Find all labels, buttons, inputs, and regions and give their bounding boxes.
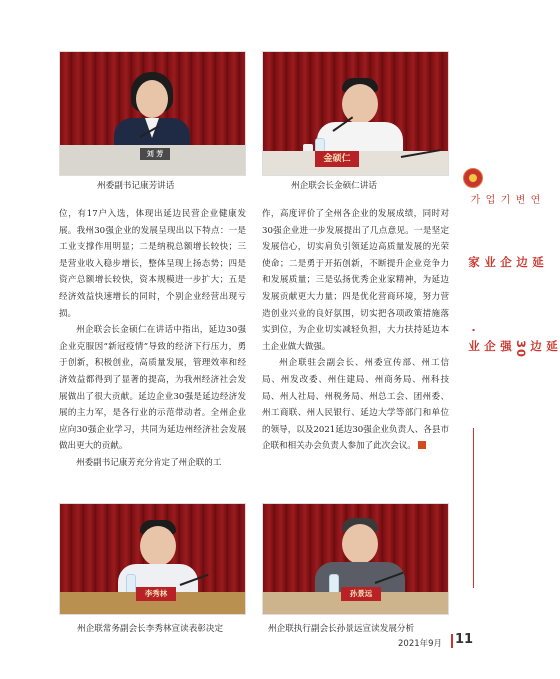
photo-caption: 州企联会长金硕仁讲话 xyxy=(291,181,377,191)
photo-caption: 州委副书记康芳讲话 xyxy=(97,181,175,191)
nameplate: 金硕仁 xyxy=(315,151,359,167)
paragraph: 州企联会长金硕仁在讲话中指出，延边30强企业克服因“新冠疫情”导致的经济下行压力，勇于创新，积极创业，高质量发展，管理效率和经济效益都得到了显著的提高，为我州经济社会发展做出了很大贡献。延边企业30强是延边经济发展的主力军，是各行业的示范带动者。全州企业应向30强企业学习，共同为延边州经济社会发展做出更大的贡献。 xyxy=(59,325,246,452)
photo-bottom-left xyxy=(59,503,246,615)
issue-date: 2021年9月 xyxy=(398,639,443,649)
end-mark-icon xyxy=(418,441,426,449)
paragraph-text: 州企联驻会副会长、州委宣传部、州工信局、州发改委、州住建局、州商务局、州科技局、州人社局、州税务局、州总工会、团州委、州工商联、州人民银行、延边大学等部门和单位的领导，以及2021延边30强企业负责人、各县市企联和相关办会负责人参加了此次会议。 xyxy=(262,358,449,452)
sidebar-separator: · xyxy=(467,328,480,334)
photo-top-left xyxy=(59,51,246,176)
sidebar-rule xyxy=(473,428,474,588)
sidebar-title-part2: 延边30强企业 xyxy=(467,340,559,359)
photo-bottom-right xyxy=(262,503,449,615)
paragraph xyxy=(262,355,449,455)
nameplate: 孙景远 xyxy=(341,587,381,601)
left-text-column xyxy=(59,206,246,472)
photo-caption: 州企联执行副会长孙景远宣读发展分析 xyxy=(268,624,415,634)
sidebar-title-part1: 延边企业家 xyxy=(467,256,545,269)
page-number-divider xyxy=(451,634,453,648)
nameplate: 李秀林 xyxy=(136,587,176,601)
page-number: 11 xyxy=(455,632,474,647)
paragraph: 州委副书记康芳充分肯定了州企联的工 xyxy=(76,457,222,468)
paragraph: 作，高度评价了全州各企业的发展成绩，同时对30强企业进一步发展提出了几点意见。一是坚定发展信心，切实肩负引领延边高质量发展的光荣使命；二是勇于开拓创新，不断提升企业竞争力和发展质量；三是弘扬优秀企业家精神，为延边发展贡献更大力量；四是优化营商环境，努力营造创业兴业的良好氛围，切实把各项政策措施落实到位，为企业切实减轻负担，大力扶持延边本土企业做大做强。 xyxy=(262,209,449,352)
logo-icon xyxy=(463,168,483,188)
photo-top-right xyxy=(262,51,449,176)
nameplate: 刘 芳 xyxy=(140,148,170,160)
right-text-column xyxy=(262,206,449,455)
sidebar-korean-title: 연변기업가 xyxy=(468,194,539,205)
photo-caption: 州企联常务副会长李秀林宣读表彰决定 xyxy=(77,624,224,634)
paragraph: 位，有17户入选，体现出延边民营企业健康发展。我州30强企业的发展呈现出以下特点：一是工业支撑作用明显；二是纳税总额增长较快；三是营业收入稳步增长，整体呈现上扬态势；四是资产总额增长较快，资本规模进一步扩大；五是经济效益快速增长的同时，个别企业经营出现亏损。 xyxy=(59,209,246,319)
